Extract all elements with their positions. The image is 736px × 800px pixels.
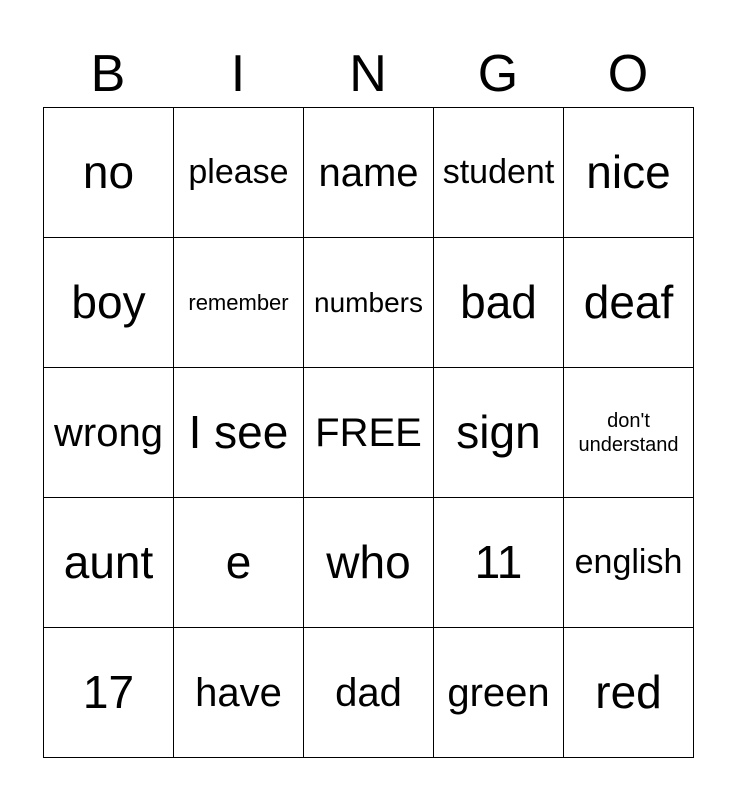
header-letter-n: N — [349, 45, 387, 103]
bingo-cell[interactable]: nice — [564, 108, 694, 238]
bingo-header — [43, 40, 693, 108]
bingo-cell[interactable]: I see — [174, 368, 304, 498]
bingo-cell[interactable]: no — [44, 108, 174, 238]
bingo-cell[interactable]: bad — [434, 238, 564, 368]
bingo-cell[interactable]: deaf — [564, 238, 694, 368]
header-letter-i: I — [230, 45, 246, 103]
bingo-cell[interactable]: have — [174, 628, 304, 758]
bingo-cell[interactable]: e — [174, 498, 304, 628]
bingo-cell[interactable]: please — [174, 108, 304, 238]
bingo-cell[interactable]: wrong — [44, 368, 174, 498]
bingo-cell[interactable]: 11 — [434, 498, 564, 628]
bingo-cell[interactable]: who — [304, 498, 434, 628]
bingo-cell[interactable]: english — [564, 498, 694, 628]
bingo-cell[interactable]: sign — [434, 368, 564, 498]
bingo-board — [43, 107, 694, 758]
bingo-cell[interactable]: student — [434, 108, 564, 238]
bingo-cell[interactable]: don't understand — [564, 368, 694, 498]
free-space[interactable]: FREE — [304, 368, 434, 498]
bingo-cell[interactable]: boy — [44, 238, 174, 368]
bingo-cell[interactable]: aunt — [44, 498, 174, 628]
bingo-cell[interactable]: red — [564, 628, 694, 758]
bingo-cell[interactable]: 17 — [44, 628, 174, 758]
header-letter-g: G — [477, 45, 519, 103]
header-letter-o: O — [607, 45, 649, 103]
header-letter-b: B — [90, 45, 126, 103]
bingo-cell[interactable]: green — [434, 628, 564, 758]
bingo-cell[interactable]: numbers — [304, 238, 434, 368]
bingo-cell[interactable]: name — [304, 108, 434, 238]
bingo-cell[interactable]: dad — [304, 628, 434, 758]
bingo-cell[interactable]: remember — [174, 238, 304, 368]
